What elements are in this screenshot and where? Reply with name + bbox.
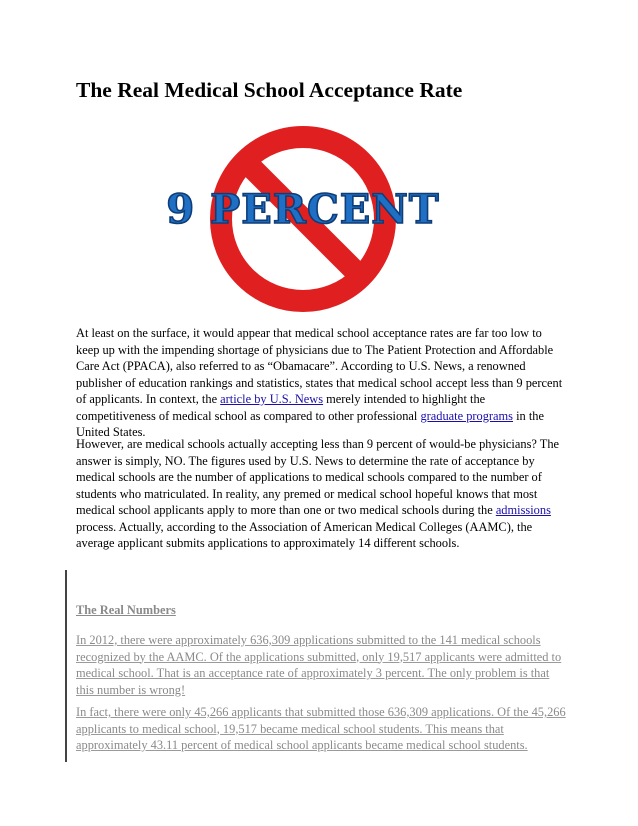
blockquote-bar [65,570,67,762]
hero-image [148,118,458,322]
intro-text-1: At least on the surface, it would appear that medical school acceptance rates are far too low to keep up with the impending shortage of physicians due to The Patient Protection and Affordable Care Act (PPACA), also referred to as “Obamacare”. According to U.S. News, a renowned publisher of education rankings and statistics, states that medical school accept less than 9 percent of applicants. In context, the [76,326,563,406]
page-title: The Real Medical School Acceptance Rate [76,78,463,102]
intro-paragraph [76,325,568,441]
us-news-article-link[interactable]: article by U.S. News [220,392,324,406]
section-heading: The Real Numbers [76,603,176,617]
intro-text-3: in the United States. [76,408,544,439]
intro-text-2: merely intended to highlight the competitiveness of medical school as compared to other professional [76,392,486,423]
quote-paragraph-2: In fact, there were only 45,266 applicants that submitted those 636,309 applications. Of the 45,266 applicants to medical school, 19,517 became medical school students. This means that approximately 43.11 percent of medical school applicants became medical school students. [76,705,566,752]
body-text-1: However, are medical schools actually accepting less than 9 percent of would-be physicians? The answer is simply, NO. The figures used by U.S. News to determine the rate of acceptance by medical schools are the number of applications to medical schools compared to the number of students who matriculated. In reality, any premed or medical school hopeful knows that most medical school applicants apply to more than one or two medical schools during the [76,437,560,517]
admissions-link[interactable]: admissions [495,503,551,517]
body-text-2: process. Actually, according to the Association of American Medical Colleges (AAMC), the average applicant submits applications to approximately 14 different schools. [76,519,533,550]
graduate-programs-link[interactable]: graduate programs [420,408,513,423]
quote-paragraph-1: In 2012, there were approximately 636,309 applications submitted to the 141 medical schools recognized by the AAMC. Of the applications submitted, only 19,517 applicants were admitted to medical school. That is an acceptance rate of approximately 3 percent. The only problem is that this number is wrong! [76,633,562,697]
body-paragraph [76,436,568,552]
hero-text: 9 PERCENT [166,186,440,233]
